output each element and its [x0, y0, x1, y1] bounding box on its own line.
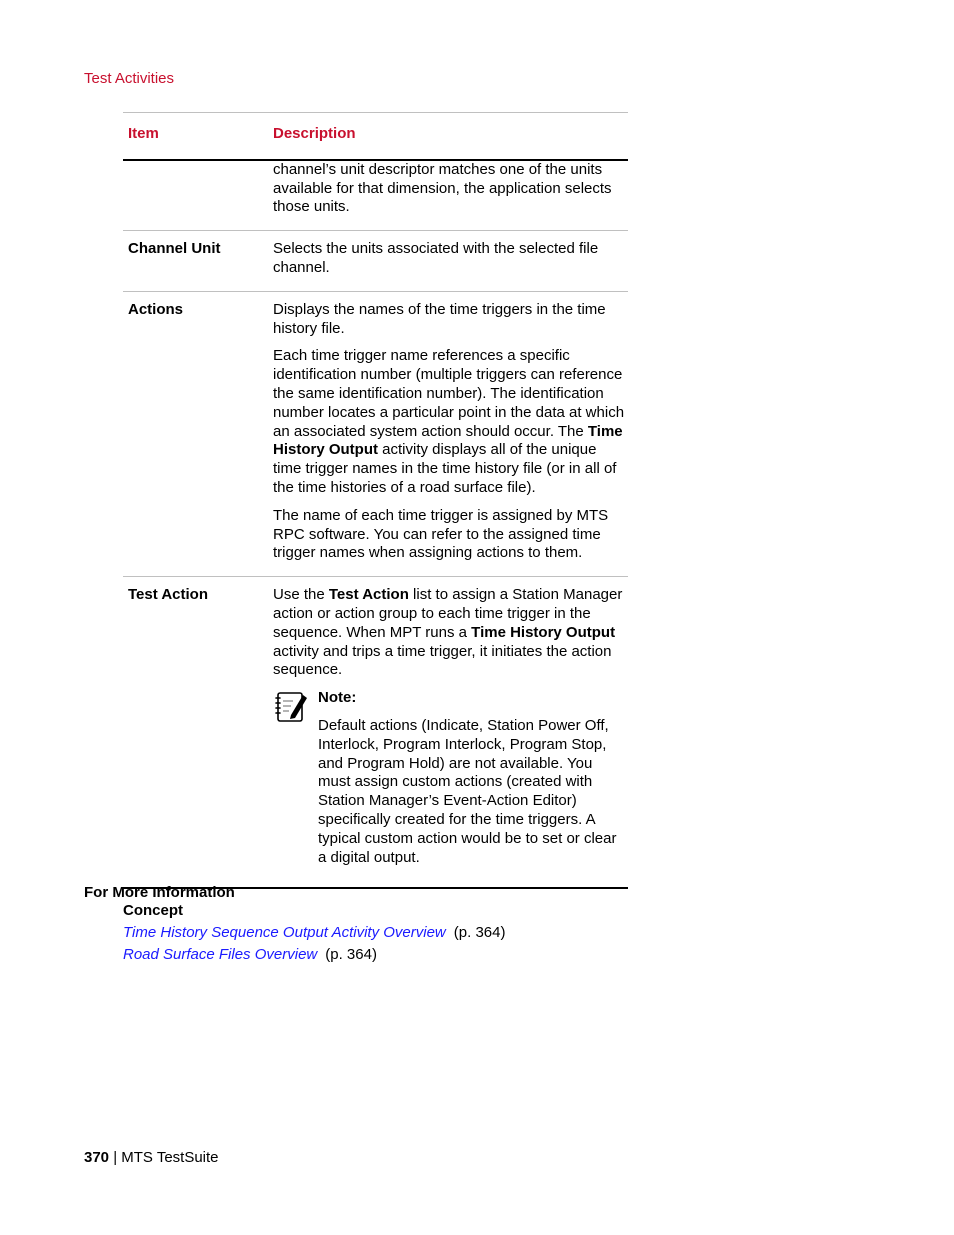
table-header-row [123, 113, 628, 160]
product-name: MTS TestSuite [121, 1149, 219, 1166]
row-description: Selects the units associated with the selected file channel. [268, 231, 628, 292]
reference-link-row [123, 924, 505, 942]
paragraph [273, 347, 628, 497]
reference-link-road-surface-overview[interactable]: Road Surface Files Overview [123, 946, 318, 963]
text: list to assign a Station Manager action or action group to each time trigger in the sequence. When MPT runs a [273, 586, 623, 641]
row-item: Test Action [123, 577, 268, 889]
note-body [318, 689, 628, 867]
paragraph: The name of each time trigger is assigned by MTS RPC software. You can refer to the assigned time trigger names when assigning actions to them. [273, 506, 609, 562]
note-block [273, 689, 628, 867]
row-item: Actions [123, 291, 268, 576]
more-information-section [84, 884, 505, 964]
row-description: channel’s unit descriptor matches one of the units available for that dimension, the application selects those units. [268, 160, 628, 231]
column-header-description: Description [268, 113, 628, 160]
text: activity and trips a time trigger, it initiates the action sequence. [273, 642, 612, 679]
row-description [268, 291, 628, 576]
concept-heading: Concept [123, 902, 183, 919]
table-row-channel-unit [123, 231, 628, 292]
row-item-empty [123, 160, 268, 231]
row-description [268, 577, 628, 889]
text: Each time trigger name references a specific identification number (multiple triggers can reference the same identification number). The identification number locates a particular point in the data at which an associated system action should occur. The [273, 347, 625, 440]
table-row-test-action [123, 577, 628, 889]
page-reference: (p. 364) [453, 924, 506, 941]
table-row-continued [123, 160, 628, 231]
page-reference: (p. 364) [325, 946, 377, 963]
row-item: Channel Unit [123, 231, 268, 292]
footer-separator: | [109, 1149, 122, 1166]
table-row-actions [123, 291, 628, 576]
reference-link-row [123, 946, 505, 964]
more-info-title: For More Information [84, 884, 235, 901]
page-number: 370 [84, 1149, 110, 1166]
page-footer [84, 1149, 219, 1166]
note-pencil-icon [273, 689, 318, 867]
text: Use the [273, 586, 329, 604]
bold-term: Test Action [328, 586, 409, 604]
paragraph [273, 586, 628, 680]
text: activity displays all of the unique time trigger names in the time history file (or in all of the time histories of a road surface file). [273, 441, 617, 496]
item-description-table [123, 112, 628, 889]
note-label: Note: [318, 689, 357, 707]
bold-term: Time History Output [471, 623, 616, 641]
column-header-item: Item [123, 113, 268, 160]
note-text: Default actions (Indicate, Station Power Off, Interlock, Program Interlock, Program Stop, and Program Hold) are not available. You must assign custom actions (created with Station Manager’s Event-Action Editor) specifically created for the time triggers. A typical custom action would be to set or clear a digital output. [318, 716, 617, 866]
bold-term: Time History Output [273, 422, 623, 459]
reference-link-time-history-overview[interactable]: Time History Sequence Output Activity Overview [123, 924, 446, 941]
paragraph: Displays the names of the time triggers in the time history file. [273, 300, 606, 337]
section-header: Test Activities [84, 70, 175, 87]
